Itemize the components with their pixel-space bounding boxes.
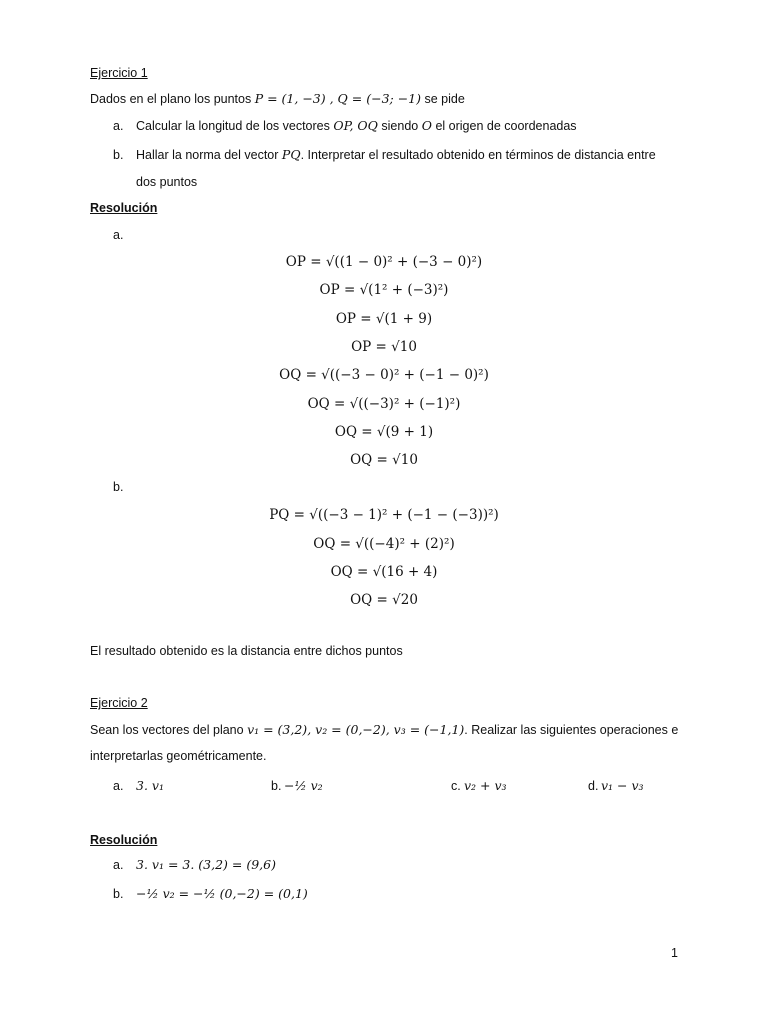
equation: PQ = √((−3 − 1)² + (−1 − (−3))²) [269, 507, 499, 523]
resolution-1-title: Resolución [90, 201, 158, 215]
equation: OQ = √((−3 − 0)² + (−1 − 0)²) [279, 367, 489, 383]
exercise-2-title: Ejercicio 2 [90, 696, 148, 710]
item-b-text-end: . Interpretar el resultado obtenido en términos de distancia entre [300, 148, 656, 162]
item-marker: b. [113, 887, 124, 901]
intro-text-end: se pide [424, 92, 465, 106]
item-a-marker: a. [113, 119, 124, 133]
equation: OP = √((1 − 0)² + (−3 − 0)²) [285, 254, 483, 270]
conclusion-text: El resultado obtenido es la distancia entre dichos puntos [90, 644, 403, 658]
item-marker: a. [113, 858, 124, 872]
exercise-1-item-a [136, 120, 577, 133]
item-b-marker: b. [113, 148, 124, 162]
resolution-2-expression: −½ v₂ = −½ (0,−2) = (0,1) [136, 886, 308, 901]
resolution-2-expression: 3. v₁ = 3. (3,2) = (9,6) [136, 857, 276, 872]
exercise-2-intro-continuation: interpretarlas geométricamente. [90, 749, 267, 763]
item-marker: c. [451, 779, 461, 793]
equation: OQ = √20 [350, 592, 418, 608]
intro-text-end: . Realizar las siguientes operaciones e [464, 723, 679, 737]
equation: OQ = √(9 + 1) [334, 424, 434, 440]
exercise-1-item-b [136, 149, 656, 162]
item-expression: −½ v₂ [284, 778, 323, 793]
intro-text: Dados en el plano los puntos [90, 92, 252, 106]
equation: OQ = √((−3)² + (−1)²) [307, 396, 461, 412]
item-a-text-end: el origen de coordenadas [435, 119, 577, 133]
item-marker: a. [113, 779, 124, 793]
exercise-1-title: Ejercicio 1 [90, 66, 148, 80]
item-marker: b. [271, 779, 282, 793]
item-marker: d. [588, 779, 599, 793]
equation: OP = √(1² + (−3)²) [319, 282, 449, 298]
intro-math: P = (1, −3) , Q = (−3; −1) [254, 91, 422, 106]
item-b-math: PQ [281, 147, 301, 162]
resolution-1-b-marker: b. [113, 480, 124, 494]
item-a-text: Calcular la longitud de los vectores [136, 119, 330, 133]
equation: OQ = √10 [350, 452, 418, 468]
resolution-2-title: Resolución [90, 833, 158, 847]
intro-math: v₁ = (3,2), v₂ = (0,−2), v₃ = (−1,1) [247, 722, 465, 737]
item-expression: v₁ − v₃ [601, 778, 644, 793]
exercise-2-intro [90, 724, 678, 737]
equation: OQ = √(16 + 4) [330, 564, 438, 580]
item-a-origin: O [421, 118, 432, 133]
equation: OP = √(1 + 9) [335, 311, 433, 327]
item-expression: v₂ + v₃ [464, 778, 507, 793]
equation: OP = √10 [351, 339, 417, 355]
item-b-text: Hallar la norma del vector [136, 148, 279, 162]
item-expression: 3. v₁ [136, 778, 164, 793]
equation: OQ = √((−4)² + (2)²) [313, 536, 455, 552]
exercise-1-intro [90, 93, 465, 106]
page-number: 1 [671, 946, 678, 960]
resolution-1-a-marker: a. [113, 228, 124, 242]
item-a-text-mid: siendo [381, 119, 419, 133]
item-a-math: OP, OQ [333, 118, 378, 133]
item-b-continuation: dos puntos [136, 175, 198, 189]
intro-text: Sean los vectores del plano [90, 723, 244, 737]
